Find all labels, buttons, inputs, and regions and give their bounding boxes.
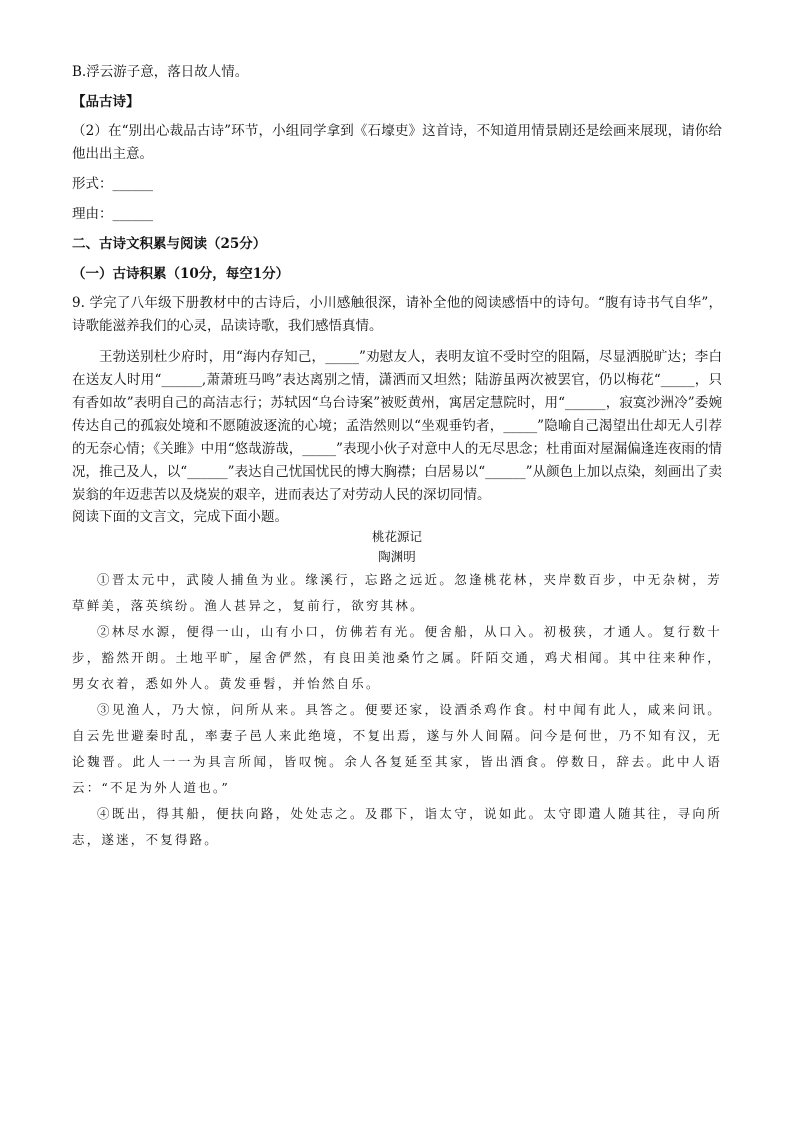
question-2: （2）在“别出心裁品古诗”环节，小组同学拿到《石壕吏》这首诗，不知道用情景剧还是绘画来展现，请你给他出出主意。 <box>72 123 722 162</box>
reason-answer-line: 理由：______ <box>72 206 153 222</box>
passage-paragraph-1: ①晋太元中，武陵人捕鱼为业。缘溪行，忘路之远近。忽逢桃花林，夹岸数百步，中无杂树，芳草鲜美，落英缤纷。渔人甚异之，复前行，欲穷其林。 <box>72 572 722 613</box>
document-page <box>72 62 722 853</box>
passage-title: 桃花源记 <box>371 529 422 544</box>
section-2-heading: 二、古诗文积累与阅读（25分） <box>72 236 267 252</box>
passage-paragraph-2: ②林尽水源，便得一山，山有小口，仿佛若有光。便舍船，从口入。初极狭，才通人。复行数十步，豁然开朗。土地平旷，屋舍俨然，有良田美池桑竹之属。阡陌交通，鸡犬相闻。其中往来种作，男女衣着，悉如外人。黄发垂髫，并怡然自乐。 <box>72 624 722 691</box>
passage-paragraph-3: ③见渔人，乃大惊，问所从来。具答之。便要还家，设酒杀鸡作食。村中闻有此人，咸来问讯。自云先世避秦时乱，率妻子邑人来此绝境，不复出焉，遂与外人间隔。问今是何世，乃不知有汉，无论魏晋。此人一一为具言所闻，皆叹惋。余人各复延至其家，皆出酒食。停数日，辞去。此中人语云：“不足为外人道也。” <box>72 702 722 795</box>
passage-paragraph-4: ④既出，得其船，便扶向路，处处志之。及郡下，诣太守，说如此。太守即遣人随其往，寻向所志，遂迷，不复得路。 <box>72 806 722 847</box>
question-9-body: 王勃送别杜少府时，用“海内存知己，_____”劝慰友人，表明友谊不受时空的阻隔，尽显洒脱旷达；李白在送友人时用“______,萧萧班马鸣”表达离别之情，潇洒而又坦然；陆游虽两次被罢官，仍以梅花“_____，只有香如故”表明自己的高洁志行；苏轼因“乌台诗案”被贬黄州，寓居定慧院时，用“______，寂寞沙洲冷”委婉传达自己的孤寂处境和不愿随波逐流的心境；孟浩然则以“坐观垂钓者，_____”隐喻自己渴望出仕却无人引荐的无奈心情；《关雎》中用“悠哉游哉，_____”表现小伙子对意中人的无尽思念；杜甫面对屋漏偏逢连夜雨的情况，推己及人，以“______”表达自己忧国忧民的博大胸襟；白居易以“______”从颜色上加以点染，刻画出了卖炭翁的年迈悲苦以及烧炭的艰辛，进而表达了对劳动人民的深切同情。 <box>72 349 722 503</box>
form-answer-line: 形式：______ <box>72 176 153 192</box>
option-b-line: B.浮云游子意，落日故人情。 <box>72 64 249 80</box>
section-2-1-heading: （一）古诗积累（10分，每空1分） <box>72 266 290 282</box>
passage-author: 陶渊明 <box>378 549 416 564</box>
reading-instruction: 阅读下面的文言文，完成下面小题。 <box>72 509 288 525</box>
section-pin-heading: 【品古诗】 <box>72 94 140 110</box>
question-9: 9. 学完了八年级下册教材中的古诗后，小川感触很深，请补全他的阅读感悟中的诗句。“腹有诗书气自华”，诗歌能滋养我们的心灵，品读诗歌，我们感悟真情。 <box>72 295 722 334</box>
